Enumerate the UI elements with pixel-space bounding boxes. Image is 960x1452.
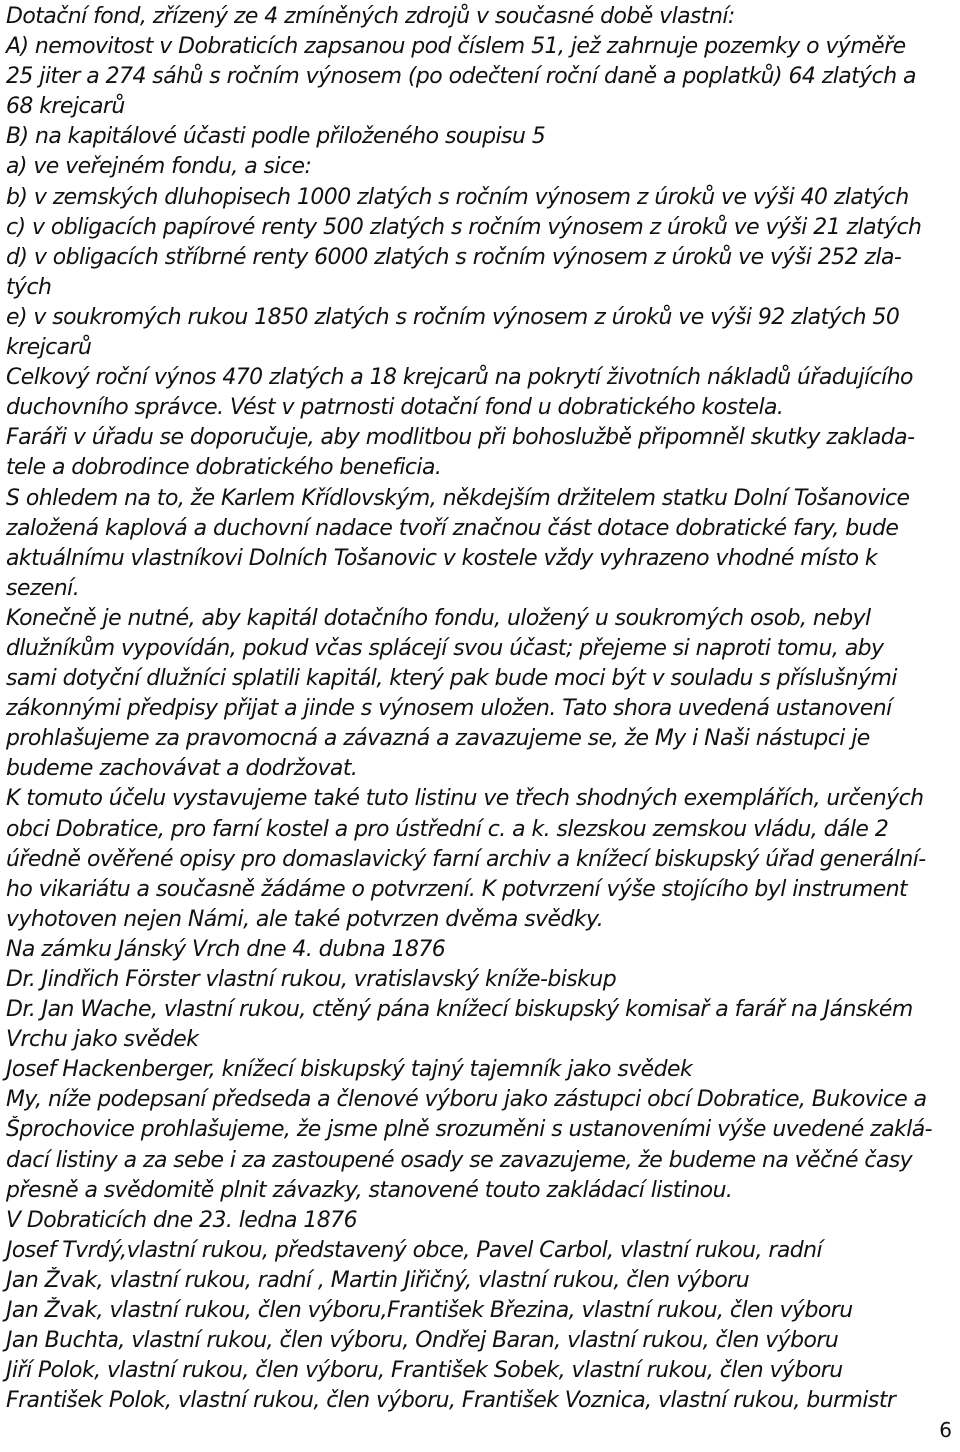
text-line: budeme zachovávat a dodržovat.: [6, 756, 358, 782]
paragraph: [6, 2, 956, 423]
text-line: b) v zemských dluhopisech 1000 zlatých s ročním výnosem z úroků ve výši 40 zlatých: [6, 184, 909, 210]
text-line: V Dobraticích dne 23. ledna 1876: [6, 1207, 358, 1233]
text-line: e) v soukromých rukou 1850 zlatých s ročním výnosem z úroků ve výši 92 zlatých 50: [6, 304, 900, 330]
paragraph: [6, 1085, 956, 1205]
text-line: aktuálnímu vlastníkovi Dolních Tošanovic v kostele vždy vyhrazeno vhodné místo k: [6, 545, 878, 571]
text-line: My, níže podepsaní předseda a členové výboru jako zástupci obcí Dobratice, Bukovice a: [6, 1087, 927, 1113]
text-line: František Polok, vlastní rukou, člen výboru, František Voznica, vlastní rukou, burmistr: [6, 1388, 896, 1414]
text-line: dlužníkům vypovídán, pokud včas splácejí svou účast; přejeme si naproti tomu, aby: [6, 635, 884, 661]
text-line: 68 krejcarů: [6, 94, 125, 120]
text-line: dací listiny a za sebe i za zastoupené osady se zavazujeme, že budeme na věčné časy: [6, 1147, 913, 1173]
text-line: Josef Hackenberger, knížecí biskupský tajný tajemník jako svědek: [6, 1057, 693, 1083]
text-line: tele a dobrodince dobratického beneficia.: [6, 455, 442, 481]
text-line: Celkový roční výnos 470 zlatých a 18 krejcarů na pokrytí životních nákladů úřadujícího: [6, 365, 913, 391]
text-line: S ohledem na to, že Karlem Křídlovským, někdejším držitelem statku Dolní Tošanovice: [6, 485, 910, 511]
text-line: Dr. Jindřich Förster vlastní rukou, vratislavský kníže-biskup: [6, 967, 617, 992]
page-number: 6: [939, 1418, 952, 1442]
text-line: tých: [6, 274, 52, 300]
paragraph: [6, 935, 956, 1085]
text-line: B) na kapitálové účasti podle přiloženého soupisu 5: [6, 124, 546, 150]
text-line: Jan Žvak, vlastní rukou, radní , Martin Jiřičný, vlastní rukou, člen výboru: [6, 1267, 750, 1293]
text-line: Faráři v úřadu se doporučuje, aby modlitbou při bohoslužbě připomněl skutky zaklada-: [6, 425, 915, 451]
text-line: Jan Žvak, vlastní rukou, člen výboru,František Březina, vlastní rukou, člen výboru: [6, 1298, 853, 1324]
text-line: Dotační fond, zřízený ze 4 zmíněných zdrojů v současné době vlastní:: [6, 4, 735, 29]
text-line: Konečně je nutné, aby kapitál dotačního fondu, uložený u soukromých osob, nebyl: [6, 605, 871, 631]
text-line: obci Dobratice, pro farní kostel a pro ústřední c. a k. slezskou zemskou vládu, dále 2: [6, 816, 889, 842]
text-line: úředně ověřené opisy pro domaslavický farní archiv a knížecí biskupský úřad generální-: [6, 846, 926, 872]
text-line: prohlašujeme za pravomocná a závazná a zavazujeme se, že My i Naši nástupci je: [6, 726, 870, 752]
text-line: založená kaplová a duchovní nadace tvoří značnou část dotace dobratické fary, bude: [6, 515, 899, 541]
text-line: přesně a svědomitě plnit závazky, stanovené touto zakládací listinou.: [6, 1177, 733, 1203]
text-line: zákonnými předpisy přijat a jinde s výnosem uložen. Tato shora uvedená ustanovení: [6, 696, 892, 722]
text-line: d) v obligacích stříbrné renty 6000 zlatých s ročním výnosem z úroků ve výši 252 zla-: [6, 244, 902, 270]
text-line: c) v obligacích papírové renty 500 zlatých s ročním výnosem z úroků ve výši 21 zlatých: [6, 214, 922, 240]
paragraph: [6, 1206, 956, 1417]
text-line: a) ve veřejném fondu, a sice:: [6, 154, 312, 180]
text-line: sami dotyční dlužníci splatili kapitál, který pak bude moci být v souladu s příslušnými: [6, 666, 897, 692]
text-line: ho vikariátu a současně žádáme o potvrzení. K potvrzení výše stojícího byl instrument: [6, 876, 908, 902]
text-line: A) nemovitost v Dobraticích zapsanou pod číslem 51, jež zahrnuje pozemky o výměře: [6, 34, 906, 60]
paragraph: [6, 484, 956, 604]
text-line: sezení.: [6, 575, 80, 601]
text-line: Vrchu jako svědek: [6, 1027, 199, 1053]
text-line: Na zámku Jánský Vrch dne 4. dubna 1876: [6, 936, 446, 962]
text-line: krejcarů: [6, 335, 92, 361]
text-line: duchovního správce. Vést v patrnosti dotační fond u dobratického kostela.: [6, 395, 784, 421]
document-body: [6, 2, 956, 1416]
text-line: 25 jiter a 274 sáhů s ročním výnosem (po odečtení roční daně a poplatků) 64 zlatých a: [6, 64, 916, 90]
paragraph: [6, 423, 956, 483]
text-line: Dr. Jan Wache, vlastní rukou, ctěný pána knížecí biskupský komisař a farář na Jánském: [6, 997, 913, 1023]
text-line: Jiří Polok, vlastní rukou, člen výboru, František Sobek, vlastní rukou, člen výboru: [6, 1358, 843, 1384]
text-line: Šprochovice prohlašujeme, že jsme plně srozuměni s ustanoveními výše uvedené zaklá-: [6, 1117, 933, 1143]
paragraph: [6, 784, 956, 934]
text-line: Josef Tvrdý,vlastní rukou, představený obce, Pavel Carbol, vlastní rukou, radní: [6, 1237, 823, 1263]
text-line: vyhotoven nejen Námi, ale také potvrzen dvěma svědky.: [6, 906, 604, 932]
paragraph: [6, 604, 956, 785]
text-line: Jan Buchta, vlastní rukou, člen výboru, Ondřej Baran, vlastní rukou, člen výboru: [6, 1328, 839, 1354]
text-line: K tomuto účelu vystavujeme také tuto listinu ve třech shodných exemplářích, určených: [6, 786, 924, 812]
